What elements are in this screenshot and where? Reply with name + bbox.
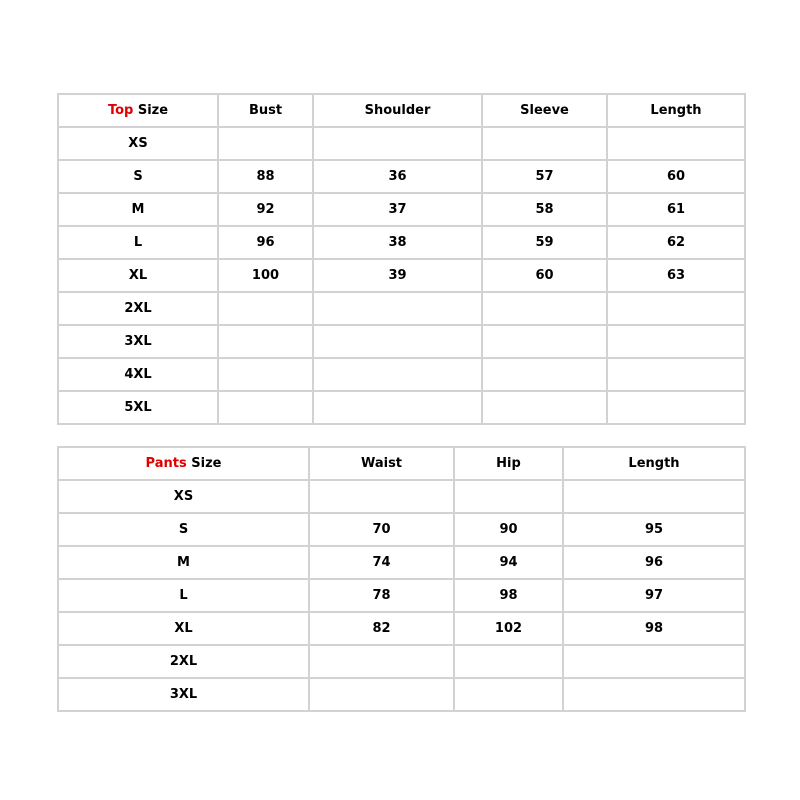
- table-cell: [454, 645, 563, 678]
- table-cell: [309, 678, 454, 711]
- table-cell: 90: [454, 513, 563, 546]
- size-label: M: [58, 546, 309, 579]
- table-cell: [607, 292, 745, 325]
- table-cell: 92: [218, 193, 313, 226]
- pants-title-highlight: Pants: [145, 456, 187, 471]
- table-row: [58, 292, 745, 325]
- table-cell: [563, 678, 745, 711]
- table-cell: 98: [563, 612, 745, 645]
- table-cell: [607, 127, 745, 160]
- size-label: XS: [58, 127, 218, 160]
- table-cell: 97: [563, 579, 745, 612]
- table-cell: 70: [309, 513, 454, 546]
- table-cell: [482, 391, 607, 424]
- table-cell: [218, 325, 313, 358]
- top-title-highlight: Top: [107, 103, 134, 118]
- table-cell: [454, 678, 563, 711]
- table-cell: 94: [454, 546, 563, 579]
- table-cell: [563, 480, 745, 513]
- table-cell: [482, 127, 607, 160]
- table-row: [58, 391, 745, 424]
- table-cell: [313, 325, 482, 358]
- size-label: 4XL: [58, 358, 218, 391]
- table-row: [58, 226, 745, 259]
- column-header-sleeve: Sleeve: [482, 94, 607, 127]
- size-label: 5XL: [58, 391, 218, 424]
- top-size-title: [58, 94, 218, 127]
- table-cell: [313, 292, 482, 325]
- size-label: 3XL: [58, 325, 218, 358]
- table-row: [58, 612, 745, 645]
- table-cell: 60: [482, 259, 607, 292]
- table-cell: [218, 391, 313, 424]
- table-cell: [218, 127, 313, 160]
- table-cell: 95: [563, 513, 745, 546]
- size-label: XS: [58, 480, 309, 513]
- table-row: [58, 546, 745, 579]
- table-row: [58, 678, 745, 711]
- table-cell: [309, 480, 454, 513]
- table-cell: 63: [607, 259, 745, 292]
- size-label: S: [58, 513, 309, 546]
- table-cell: 82: [309, 612, 454, 645]
- pants-size-table: [57, 446, 746, 712]
- table-row: [58, 325, 745, 358]
- column-header-hip: Hip: [454, 447, 563, 480]
- table-cell: 62: [607, 226, 745, 259]
- table-cell: 60: [607, 160, 745, 193]
- table-cell: 58: [482, 193, 607, 226]
- table-cell: 96: [218, 226, 313, 259]
- table-cell: 39: [313, 259, 482, 292]
- table-cell: [482, 325, 607, 358]
- size-label: 2XL: [58, 645, 309, 678]
- table-cell: 100: [218, 259, 313, 292]
- size-label: S: [58, 160, 218, 193]
- table-cell: 78: [309, 579, 454, 612]
- table-cell: [313, 127, 482, 160]
- pants-title-rest: Size: [186, 456, 222, 471]
- top-title-rest: Size: [133, 103, 169, 118]
- table-cell: [482, 292, 607, 325]
- table-row: [58, 579, 745, 612]
- size-label: L: [58, 579, 309, 612]
- column-header-length: Length: [563, 447, 745, 480]
- column-header-waist: Waist: [309, 447, 454, 480]
- table-cell: [218, 292, 313, 325]
- table-cell: [218, 358, 313, 391]
- table-cell: 38: [313, 226, 482, 259]
- table-row: [58, 160, 745, 193]
- table-cell: 96: [563, 546, 745, 579]
- table-row: [58, 127, 745, 160]
- table-cell: 36: [313, 160, 482, 193]
- table-cell: [313, 358, 482, 391]
- table-row: [58, 259, 745, 292]
- table-cell: [309, 645, 454, 678]
- table-cell: [607, 358, 745, 391]
- table-cell: [482, 358, 607, 391]
- table-cell: 102: [454, 612, 563, 645]
- table-row: [58, 645, 745, 678]
- table-cell: 74: [309, 546, 454, 579]
- table-cell: 61: [607, 193, 745, 226]
- top-size-table: [57, 93, 746, 425]
- table-cell: [607, 391, 745, 424]
- size-label: 3XL: [58, 678, 309, 711]
- table-row: [58, 358, 745, 391]
- pants-size-title: [58, 447, 309, 480]
- column-header-length: Length: [607, 94, 745, 127]
- column-header-bust: Bust: [218, 94, 313, 127]
- table-cell: [313, 391, 482, 424]
- size-label: L: [58, 226, 218, 259]
- column-header-shoulder: Shoulder: [313, 94, 482, 127]
- table-cell: [607, 325, 745, 358]
- pants-header-row: [58, 447, 745, 480]
- size-label: XL: [58, 612, 309, 645]
- size-label: M: [58, 193, 218, 226]
- table-cell: 88: [218, 160, 313, 193]
- table-cell: 98: [454, 579, 563, 612]
- table-cell: [563, 645, 745, 678]
- table-row: [58, 193, 745, 226]
- size-label: 2XL: [58, 292, 218, 325]
- table-cell: 37: [313, 193, 482, 226]
- table-row: [58, 480, 745, 513]
- size-label: XL: [58, 259, 218, 292]
- table-cell: 57: [482, 160, 607, 193]
- top-header-row: [58, 94, 745, 127]
- table-cell: [454, 480, 563, 513]
- table-cell: 59: [482, 226, 607, 259]
- table-row: [58, 513, 745, 546]
